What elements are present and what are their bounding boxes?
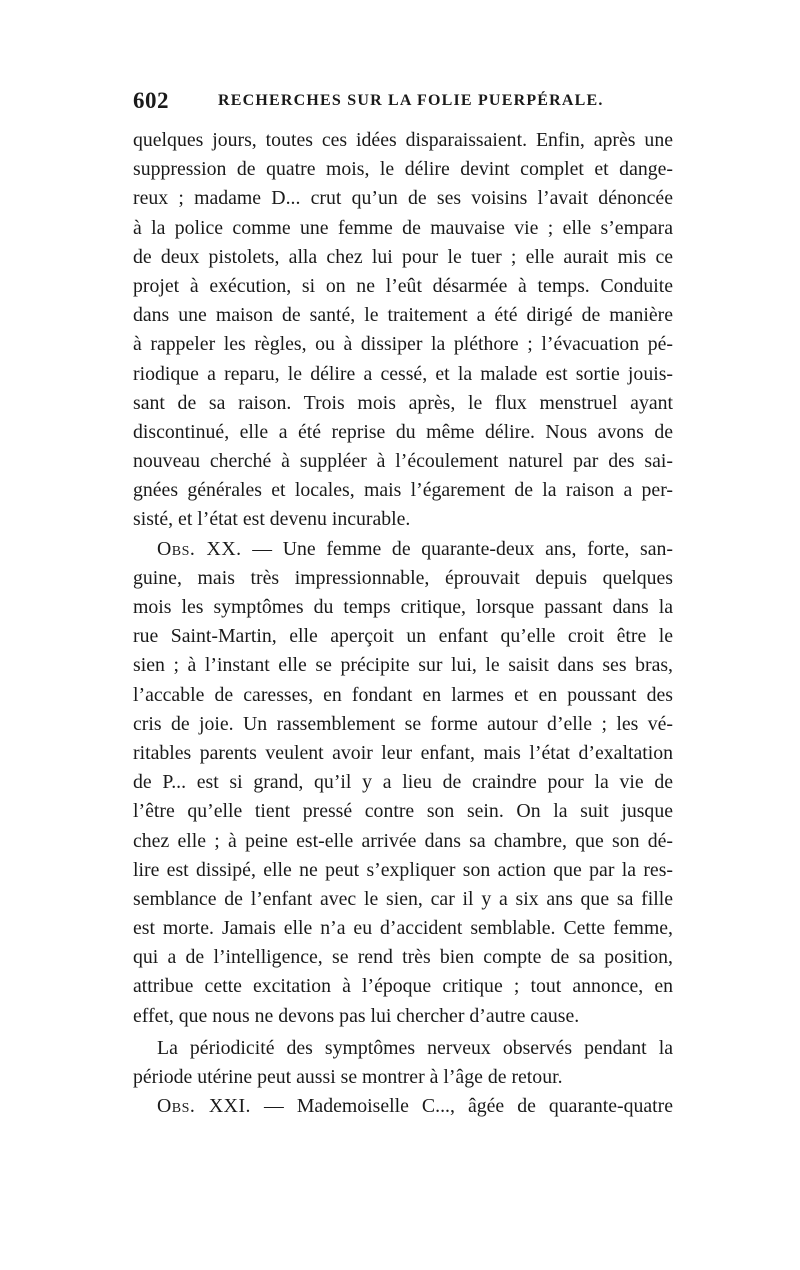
text-line: effet, que nous ne devons pas lui chercher d’autre cause.	[133, 1004, 580, 1027]
text-line: l’accable de caresses, en fondant en larmes et en poussant des	[133, 683, 673, 706]
paragraph-continuation	[133, 126, 673, 535]
text-line: cris de joie. Un rassemblement se forme autour d’elle ; les vé-	[133, 712, 673, 735]
paragraph-periodicity	[133, 1034, 673, 1092]
text-line: guine, mais très impressionnable, éprouvait depuis quelques	[133, 566, 673, 589]
running-title: RECHERCHES SUR LA FOLIE PUERPÉRALE.	[218, 92, 604, 109]
text-line-rest: — Mademoiselle C..., âgée de quarante-quatre	[251, 1095, 673, 1118]
text-line: La périodicité des symptômes nerveux observés pendant la	[157, 1036, 673, 1059]
text-line: mois les symptômes du temps critique, lorsque passant dans la	[133, 596, 673, 618]
text-line: à la police comme une femme de mauvaise vie ; elle s’empara	[133, 216, 673, 239]
text-line: nouveau cherché à suppléer à l’écoulement naturel par des sai-	[133, 450, 673, 473]
text-line: ritables parents veulent avoir leur enfant, mais l’état d’exaltation	[133, 741, 673, 764]
text-line: dans une maison de santé, le traitement a été dirigé de manière	[133, 304, 673, 327]
text-line: suppression de quatre mois, le délire devint complet et dange-	[133, 158, 673, 181]
text-line: période utérine peut aussi se montrer à l’âge de retour.	[133, 1066, 563, 1088]
running-head	[133, 88, 673, 122]
text-line: sien ; à l’instant elle se précipite sur lui, le saisit dans ses bras,	[133, 654, 673, 677]
text-line: sisté, et l’état est devenu incurable.	[133, 508, 411, 531]
text-line-rest: — Une femme de quarante-deux ans, forte, san-	[241, 537, 673, 560]
text-line	[133, 535, 673, 564]
text-line: lire est dissipé, elle ne peut s’expliquer son action que par la res-	[133, 858, 673, 881]
text-line: de deux pistolets, alla chez lui pour le tuer ; elle aurait mis ce	[133, 245, 673, 268]
text-line: reux ; madame D... crut qu’un de ses voisins l’avait dénoncée	[133, 187, 673, 210]
text-line	[133, 1092, 673, 1121]
text-line: de P... est si grand, qu’il y a lieu de craindre pour la vie de	[133, 771, 673, 794]
text-line: discontinué, elle a été reprise du même délire. Nous avons de	[133, 420, 673, 443]
body-text	[133, 126, 673, 1121]
text-line: qui a de l’intelligence, se rend très bien compte de sa position,	[133, 946, 673, 969]
observation-xx	[133, 535, 673, 1031]
text-line: gnées générales et locales, mais l’égarement de la raison a per-	[133, 479, 673, 502]
text-line: rue Saint-Martin, elle aperçoit un enfant qu’elle croit être le	[133, 625, 673, 648]
text-line: semblance de l’enfant avec le sien, car il y a six ans que sa fille	[133, 887, 673, 910]
text-line: sant de sa raison. Trois mois après, le flux menstruel ayant	[133, 391, 673, 414]
observation-label: Obs. XXI.	[157, 1095, 251, 1118]
text-line: riodique a reparu, le délire a cessé, et la malade est sortie jouis-	[133, 362, 673, 385]
observation-label: Obs. XX.	[157, 537, 242, 560]
text-line: quelques jours, toutes ces idées disparaissaient. Enfin, après une	[133, 129, 673, 151]
text-line: à rappeler les règles, ou à dissiper la pléthore ; l’évacuation pé-	[133, 333, 673, 356]
observation-xxi	[133, 1092, 673, 1121]
text-line: attribue cette excitation à l’époque critique ; tout annonce, en	[133, 975, 673, 998]
text-line: l’être qu’elle tient pressé contre son sein. On la suit jusque	[133, 800, 673, 823]
page-number: 602	[133, 88, 169, 113]
text-line: projet à exécution, si on ne l’eût désarmée à temps. Conduite	[133, 274, 673, 297]
text-line: chez elle ; à peine est-elle arrivée dans sa chambre, que son dé-	[133, 829, 673, 852]
text-line: est morte. Jamais elle n’a eu d’accident semblable. Cette femme,	[133, 917, 673, 940]
